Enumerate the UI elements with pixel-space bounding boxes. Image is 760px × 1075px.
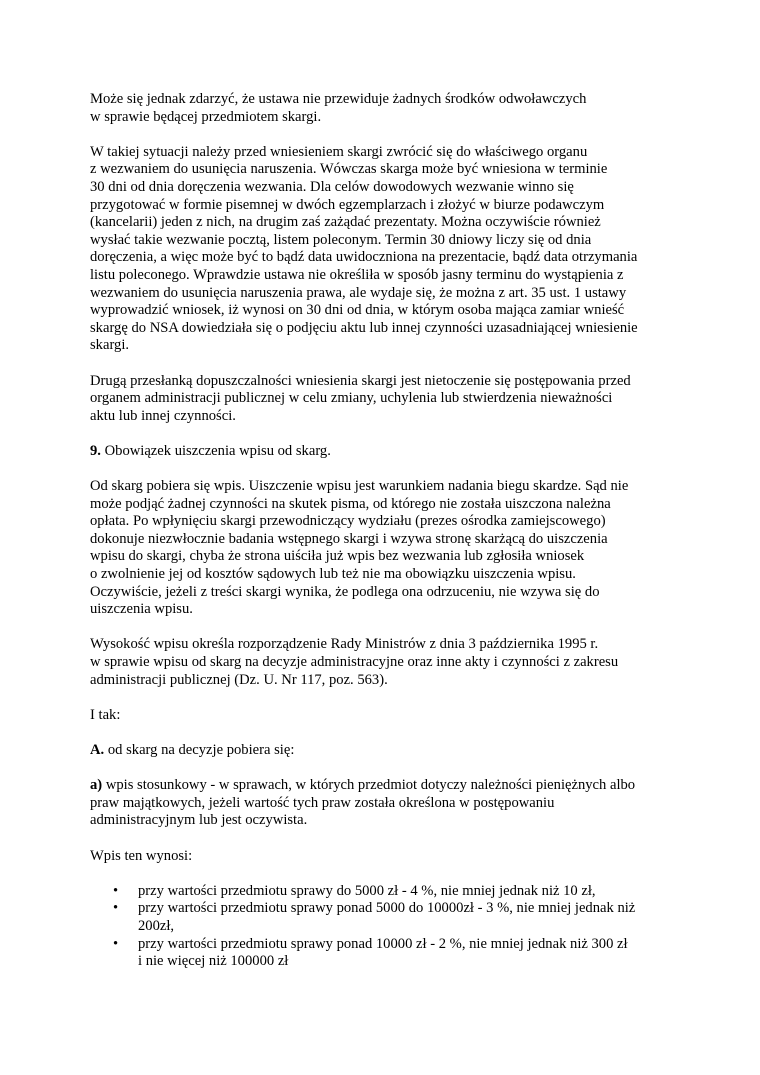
bullet-text: przy wartości przedmiotu sprawy do 5000 zł - 4 %, nie mniej jednak niż 10 zł, <box>138 882 596 899</box>
paragraph-regulation: Wysokość wpisu określa rozporządzenie Rady Ministrów z dnia 3 października 1995 r. w sprawie wpisu od skarg na decyzje administracyjne oraz inne akty i czynności z zakresu administracji publicznej (Dz. U. Nr 117, poz. 563). <box>90 636 619 688</box>
section-a-text: od skarg na decyzje pobiera się: <box>104 741 295 758</box>
list-item <box>90 936 676 971</box>
document-page <box>90 91 676 971</box>
item-a-paragraph <box>90 777 676 830</box>
item-a-text: wpis stosunkowy - w sprawach, w których przedmiot dotyczy należności pieniężnych albo praw majątkowych, jeżeli wartość tych praw została określona w postępowaniu administracyjnym lub jest oczywista. <box>90 777 636 829</box>
paragraph-summons: W takiej sytuacji należy przed wniesieniem skargi zwrócić się do właściwego organu z wezwaniem do usunięcia naruszenia. Wówczas skarga może być wniesiona w terminie 30 dni od dnia doręczenia wezwania. Dla celów dowodowych wezwanie winno się przygotować w formie pisemnej w dwóch egzemplarzach i złożyć w biurze podawczym (kancelarii) jeden z nich, na drugim zaś zażądać prezentaty. Można oczywiście również wysłać takie wezwanie pocztą, listem poleconym. Termin 30 dniowy liczy się od dnia doręczenia, a więc może być to bądź data uwidoczniona na prezentacie, bądź data otrzymania listu poleconego. Wprawdzie ustawa nie określiła w sposób jasny terminu do wystąpienia z wezwaniem do usunięcia naruszenia prawa, ale wydaje się, że można z art. 35 ust. 1 ustawy wyprowadzić wniosek, iż wynosi on 30 dni od dnia, w którym osoba mająca zamiar wnieść skargę do NSA dowiedziała się o podjęciu aktu lub innej czynności uzasadniającej wniesienie skargi. <box>90 143 638 354</box>
paragraph-i-tak: I tak: <box>90 706 121 723</box>
bullet-icon: • <box>113 900 119 917</box>
fee-bullet-list <box>90 883 676 971</box>
bullet-icon: • <box>113 935 119 952</box>
bullet-icon: • <box>113 882 119 899</box>
paragraph-remedies: Może się jednak zdarzyć, że ustawa nie przewiduje żadnych środków odwoławczych w sprawie będącej przedmiotem skargi. <box>90 91 587 125</box>
list-item <box>90 900 676 935</box>
paragraph-wpis-intro: Wpis ten wynosi: <box>90 847 193 864</box>
section-9-number: 9. <box>90 442 101 459</box>
section-9-title: Obowiązek uiszczenia wpisu od skarg. <box>100 442 331 459</box>
paragraph-second-premise: Drugą przesłanką dopuszczalności wniesienia skargi jest nietoczenie się postępowania przed organem administracji publicznej w celu zmiany, uchylenia lub stwierdzenia nieważności aktu lub innej czynności. <box>90 372 631 424</box>
list-item <box>90 883 676 901</box>
section-a-heading <box>90 742 676 760</box>
bullet-text: przy wartości przedmiotu sprawy ponad 5000 do 10000zł - 3 %, nie mniej jednak niż 200zł, <box>138 900 636 934</box>
section-a-label: A. <box>90 741 105 758</box>
item-a-label: a) <box>90 777 103 794</box>
paragraph-fee-rules: Od skarg pobiera się wpis. Uiszczenie wpisu jest warunkiem nadania biegu skardze. Sąd nie może podjąć żadnej czynności na skutek pisma, od którego nie została uiszczona należna opłata. Po wpłynięciu skargi przewodniczący wydziału (prezes ośrodka zamiejscowego) dokonuje niezwłocznie badania wstępnego skargi i wzywa stronę skarżącą do uiszczenia wpisu do skargi, chyba że strona uiściła już wpis bez wezwania lub zgłosiła wniosek o zwolnienie jej od kosztów sądowych lub też nie ma obowiązku uiszczenia wpisu. Oczywiście, jeżeli z treści skargi wynika, że podlega ona odrzuceniu, nie wzywa się do uiszczenia wpisu. <box>90 478 629 618</box>
section-9-heading <box>90 443 676 461</box>
bullet-text: przy wartości przedmiotu sprawy ponad 10000 zł - 2 %, nie mniej jednak niż 300 zł i nie więcej niż 100000 zł <box>138 935 628 970</box>
